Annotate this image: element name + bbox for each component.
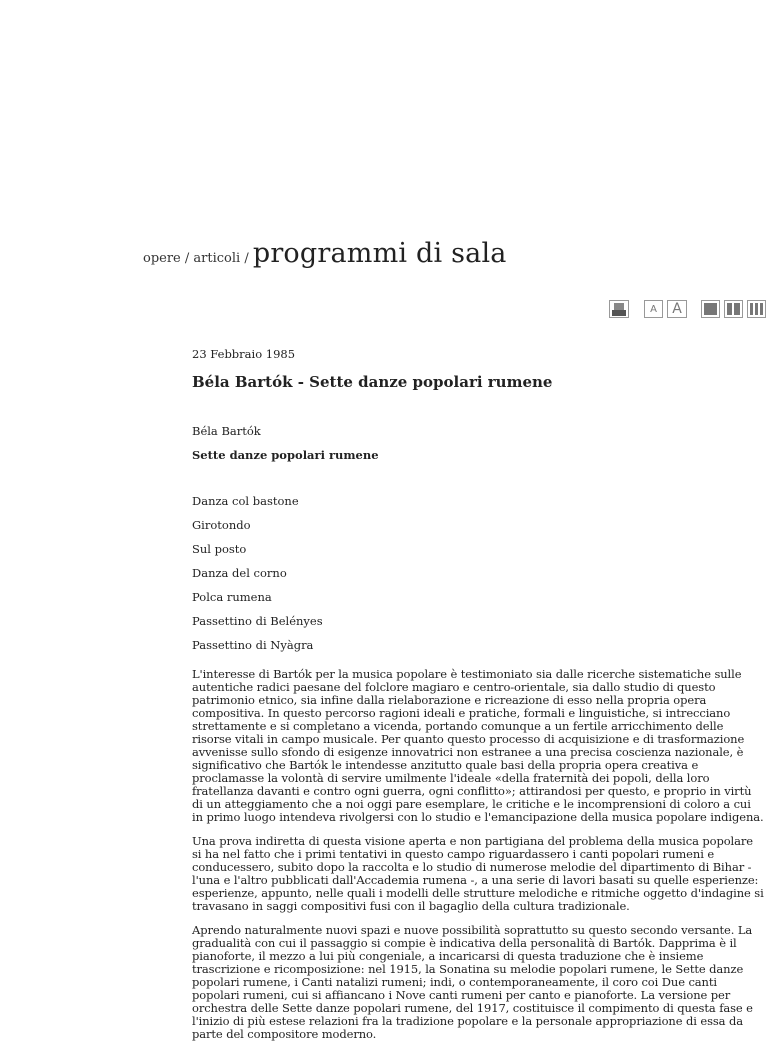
list-item: Polca rumena — [192, 590, 272, 604]
list-item: Girotondo — [192, 518, 251, 532]
article-title: Béla Bartók - Sette danze popolari rumene — [192, 373, 553, 391]
two-columns-button[interactable] — [724, 300, 743, 318]
breadcrumb-separator: / — [180, 251, 194, 266]
article — [192, 347, 764, 1052]
list-item: Passettino di Nyàgra — [192, 638, 314, 652]
one-column-icon — [704, 303, 717, 315]
breadcrumb-separator: / — [240, 251, 253, 266]
two-columns-icon — [727, 303, 732, 315]
movement-list — [192, 494, 764, 652]
list-item: Danza del corno — [192, 566, 287, 580]
page-title: programmi di sala — [252, 238, 507, 269]
three-columns-button[interactable] — [747, 300, 766, 318]
article-paragraph: Una prova indiretta di questa visione aperta e non partigiana del problema della musica popolare si ha nel fatto che i primi tentativi in questo campo riguardassero i canti popolari rumeni e conducessero, subito dopo la raccolta e lo studio di numerose melodie del dipartimento di Bihar - l'una e l'altro pubblicati dall'Accademia rumena -, a una serie di lavori basati su quelle esperienze: esperienze, appunto, nelle quali i modelli delle strutture melodiche e ritmiche oggetto d'indagine si travasano in saggi compositivi fusi con il bagaglio della cultura tradizionale. — [192, 834, 764, 913]
breadcrumb-link-articoli[interactable]: articoli — [193, 251, 241, 266]
reading-toolbar — [0, 300, 768, 322]
breadcrumb — [143, 238, 507, 269]
work-title: Sette danze popolari rumene — [192, 448, 379, 462]
breadcrumb-link-opere[interactable]: opere — [143, 251, 181, 266]
one-column-button[interactable] — [701, 300, 720, 318]
list-item: Passettino di Belényes — [192, 614, 323, 628]
list-item: Danza col bastone — [192, 494, 299, 508]
three-columns-icon — [750, 303, 753, 315]
article-paragraph: Aprendo naturalmente nuovi spazi e nuove possibilità soprattutto su questo secondo versante. La gradualità con cui il passaggio si compie è indicativa della personalità di Bartók. Dapprima è il pianoforte, il mezzo a lui più congeniale, a incaricarsi di questa traduzione che è insieme trascrizione e ricomposizione: nel 1915, la Sonatina su melodie popolari rumene, le Sette danze popolari rumene, i Canti natalizi rumeni; indi, o contemporaneamente, il coro coi Due canti popolari rumeni, cui si affiancano i Nove canti rumeni per canto e pianoforte. La versione per orchestra delle Sette danze popolari rumene, del 1917, costituisce il compimento di questa fase e l'inizio di più estese relazioni fra la tradizione popolare e la personale appropriazione di essa da parte del compositore moderno. — [192, 923, 753, 1041]
article-paragraph: L'interesse di Bartók per la musica popolare è testimoniato sia dalle ricerche sistematiche sulle autentiche radici paesane del folclore magiaro e centro-orientale, sia dallo studio di questo patrimonio etnico, sia infine dalla rielaborazione e ricreazione di esso nella propria opera compositiva. In questo percorso ragioni ideali e pratiche, formali e linguistiche, si intrecciano strettamente e si completano a vicenda, portando comunque a un fertile arricchimento delle risorse vitali in campo musicale. Per quanto questo processo di acquisizione e di trasformazione avvenisse sullo sfondo di esigenze innovatrici non estranee a una precisa coscienza nazionale, è significativo che Bartók le intendesse anzitutto quale basi della propria opera creativa e proclamasse la volontà di servire umilmente l'ideale «della fraternità dei popoli, della loro fratellanza davanti e contro ogni guerra, ogni conflitto»; attirandosi per questo, e proprio in virtù di un atteggiamento che a noi oggi pare esemplare, le critiche e le incomprensioni di coloro a cui in primo luogo intendeva rivolgersi con lo studio e l'emancipazione della musica popolare indigena. — [192, 667, 764, 824]
font-size-small-button[interactable]: A — [644, 300, 663, 318]
list-item: Sul posto — [192, 542, 247, 556]
composer-name: Béla Bartók — [192, 424, 261, 438]
font-size-large-button[interactable]: A — [667, 300, 687, 318]
article-date: 23 Febbraio 1985 — [192, 347, 296, 361]
print-button[interactable] — [609, 300, 629, 318]
